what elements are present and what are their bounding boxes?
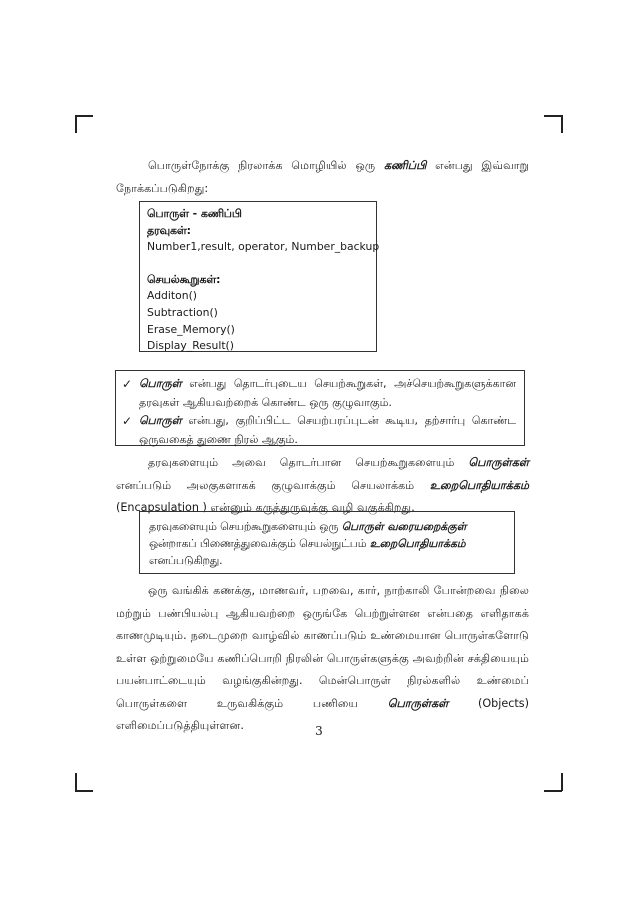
- bullet-item: [122, 412, 516, 449]
- para3-text: (Objects) எளிமைப்படுத்தியுள்ளன.: [116, 696, 529, 732]
- intro-term: கணிப்பி: [384, 159, 427, 172]
- para2-text: தரவுகளையும் அவை தொடர்பான செயற்கூறுகளையும்: [148, 456, 469, 469]
- bullet-term: பொருள்: [139, 377, 182, 390]
- bullet-term: பொருள்: [139, 414, 182, 427]
- bullet-text: என்பது தொடர்புடைய செயற்கூறுகள், அச்செயற்கூறுகளுக்கான தரவுகள் ஆகியவற்றைக் கொண்ட ஒரு குழுவாகும்.: [139, 377, 516, 409]
- function-item: Subtraction(): [147, 305, 218, 319]
- definition-text: தரவுகளையும் செயற்கூறுகளையும் ஒரு: [149, 520, 342, 533]
- checkmark-icon: ✓: [122, 414, 133, 428]
- definition-term: உறைபொதியாக்கம்: [369, 537, 466, 550]
- para2-text: (Encapsulation ) என்னும் கருத்துருவுக்கு வழி வகுக்கிறது.: [116, 501, 415, 514]
- class-title: பொருள் - கணிப்பி: [147, 207, 242, 220]
- class-definition-box: [139, 201, 380, 353]
- definition-text: எனப்படுகிறது.: [149, 554, 223, 567]
- data-label: தரவுகள்:: [147, 223, 191, 237]
- functions-label: செயல்கூறுகள்:: [147, 272, 221, 286]
- function-item: Display_Result(): [147, 339, 234, 353]
- intro-paragraph: [116, 155, 529, 200]
- definition-text: ஒன்றாகப் பிணைத்துவைக்கும் செயல்நுட்பம்: [149, 537, 370, 550]
- encapsulation-definition-box: [139, 511, 515, 574]
- object-bullet-box: [115, 370, 525, 446]
- bullet-text: என்பது, குறிப்பிட்ட செயற்பரப்புடன் கூடிய, தற்சார்பு கொண்ட ஒருவகைத் துணை நிரல் ஆகும்.: [139, 414, 516, 446]
- function-item: Additon(): [147, 289, 198, 303]
- encapsulation-paragraph: [116, 452, 529, 520]
- bullet-item: [122, 375, 516, 412]
- page-number: 3: [315, 724, 323, 738]
- intro-text-end: என்பது இவ்வாறு நோக்கப்படுகிறது:: [116, 159, 529, 195]
- checkmark-icon: ✓: [122, 377, 133, 391]
- para3-term: பொருள்கள்: [387, 696, 449, 710]
- intro-text: பொருள்நோக்கு நிரலாக்க மொழியில் ஒரு: [148, 159, 385, 172]
- para2-term: பொருள்கள்: [468, 456, 529, 469]
- para2-term: உறைபொதியாக்கம்: [429, 478, 529, 492]
- para2-text: எனப்படும் அலகுகளாகக் குழுவாக்கும் செயலாக்கம்: [116, 478, 430, 492]
- para3-text: ஒரு வங்கிக் கணக்கு, மாணவர், பறவை, கார், நாற்காலி போன்றவை நிலை மற்றும் பண்பியல்பு ஆகியவற்றை ஒருங்கே பெற்றுள்ளன என்பதை எளிதாகக் காணமுடியும். நடைமுறை வாழ்வில் காணப்படும் உண்மையான பொருள்களோடு உள்ள ஒற்றுமையே கணிப்பொறி நிரலின் பொருள்களுக்கு அவற்றின் சக்தியையும் பயன்பாட்டையும் வழங்குகின்றது. மென்பொருள் நிரல்களில் உண்மைப் பொருள்களை உருவகிக்கும் பணியை: [116, 584, 529, 710]
- objects-paragraph: [116, 580, 529, 738]
- function-item: Erase_Memory(): [147, 322, 235, 336]
- data-values: Number1,result, operator, Number_backup: [147, 240, 380, 254]
- definition-term: பொருள் வரையறைக்குள்: [341, 520, 467, 533]
